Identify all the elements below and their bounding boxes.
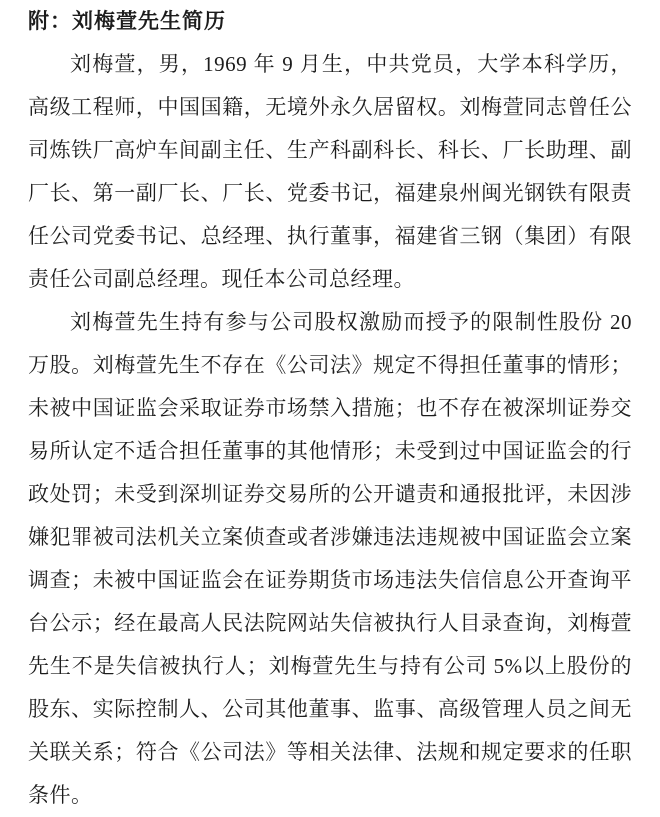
paragraph-compliance-statement: 刘梅萱先生持有参与公司股权激励而授予的限制性股份 20 万股。刘梅萱先生不存在《公司法》规定不得担任董事的情形；未被中国证监会采取证券市场禁入措施；也不存在被深圳证券交易所认定不适合担任董事的其他情形；未受到过中国证监会的行政处罚；未受到深圳证券交易所的公开谴责和通报批评，未因涉嫌犯罪被司法机关立案侦查或者涉嫌违法违规被中国证监会立案调查；未被中国证监会在证券期货市场违法失信信息公开查询平台公示；经在最高人民法院网站失信被执行人目录查询，刘梅萱先生不是失信被执行人；刘梅萱先生与持有公司 5%以上股份的股东、实际控制人、公司其他董事、监事、高级管理人员之间无关联关系；符合《公司法》等相关法律、法规和规定要求的任职条件。 (28, 310, 632, 807)
paragraph-biography: 刘梅萱，男，1969 年 9 月生，中共党员，大学本科学历，高级工程师，中国国籍，无境外永久居留权。刘梅萱同志曾任公司炼铁厂高炉车间副主任、生产科副科长、科长、厂长助理、副厂长、第一副厂长、厂长、党委书记，福建泉州闽光钢铁有限责任公司党委书记、总经理、执行董事，福建省三钢（集团）有限责任公司副总经理。现任本公司总经理。 (28, 52, 632, 291)
attachment-title: 附：刘梅萱先生简历 (28, 9, 226, 33)
